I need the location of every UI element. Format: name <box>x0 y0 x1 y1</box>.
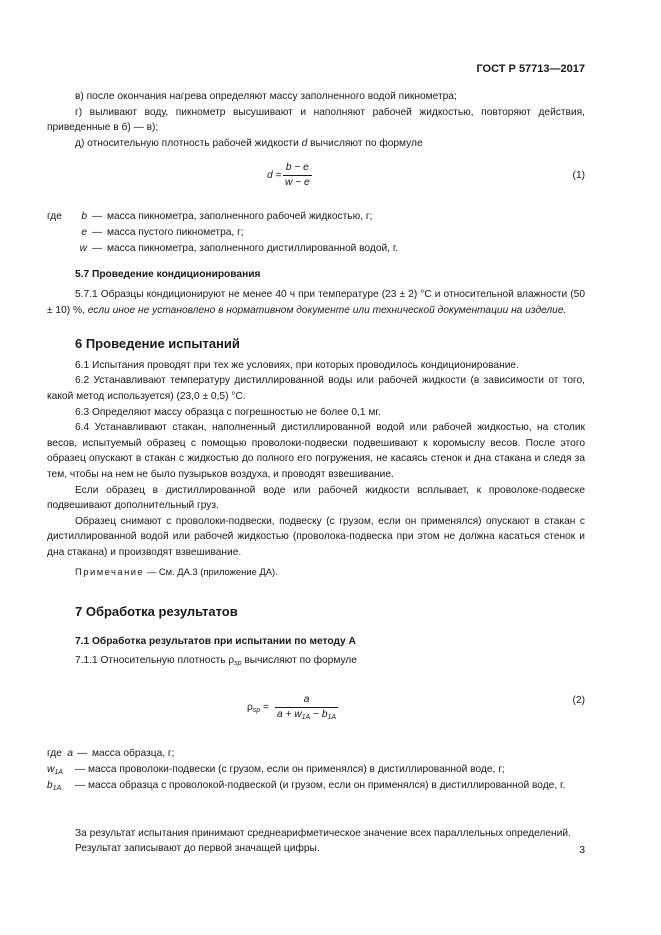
document-page <box>47 0 585 935</box>
legend-dash: — <box>92 243 103 255</box>
symbol-d: d <box>301 137 308 149</box>
formula-2 <box>47 686 585 730</box>
legend-row <box>47 209 585 225</box>
formula-2-den-sub: 1A <box>301 713 311 721</box>
legend-text: масса пикнометра, заполненного дистиллированной водой, г. <box>107 243 399 255</box>
legend-dash: — <box>92 211 103 223</box>
legend-text: — масса образца с проволокой-подвеской (и грузом, если он применялся) в дистиллированной воде, г. <box>75 779 566 791</box>
symbol-rho-subscript: sp <box>234 660 242 668</box>
where-label: где <box>47 211 62 223</box>
section-6-title: 6 Проведение испытаний <box>75 336 240 352</box>
legend-symbol-w: w <box>47 763 55 775</box>
where-label: где <box>47 747 62 759</box>
document-body <box>47 89 585 857</box>
result-paragraph-2: Результат записывают до первой значащей цифры. <box>75 843 320 855</box>
formula-2-legend <box>47 746 585 812</box>
legend-row <box>47 746 585 762</box>
formula-1-denominator: w − e <box>285 177 310 189</box>
legend-row <box>47 762 585 778</box>
legend-symbol: a <box>67 747 73 759</box>
legend-dash: — <box>92 227 103 239</box>
paragraph-6-3: 6.3 Определяют массу образца с погрешностью не более 0,1 мг. <box>75 406 381 418</box>
formula-2-rho-subscript: sp <box>252 706 261 714</box>
note <box>47 564 585 580</box>
list-item-d-text: д) относительную плотность рабочей жидкости <box>75 137 302 149</box>
legend-symbol: w <box>79 243 87 255</box>
section-7-1-title: 7.1 Обработка результатов при испытании по методу А <box>75 635 356 647</box>
legend-symbol-b: b <box>47 779 53 791</box>
legend-symbol-sub: 1A <box>52 784 62 792</box>
paragraph-6-5: Если образец в дистиллированной воде или рабочей жидкости всплывает, к проволоке-подвеске подвешивают дополнительный груз. <box>47 484 585 512</box>
document-code: ГОСТ Р 57713—2017 <box>476 63 585 75</box>
legend-text: масса образца, г; <box>92 747 175 759</box>
paragraph-7-1-1-text-end: вычисляют по формуле <box>241 655 357 667</box>
formula-2-rho: ρ <box>247 701 253 713</box>
formula-1-number: (1) <box>572 170 585 182</box>
result-paragraph: За результат испытания принимают среднеарифметическое значение всех параллельных определений. <box>75 827 571 839</box>
paragraph-7-1-1-text: 7.1.1 Относительную плотность <box>75 655 229 667</box>
paragraph-6-2: 6.2 Устанавливают температуру дистиллированной воды или рабочей жидкости (в зависимости от того, какой метод используется) (23,0 ± 0,5) °C. <box>47 375 585 402</box>
note-label: Примечание <box>75 566 145 578</box>
paragraph-7-1-1 <box>47 653 585 672</box>
formula-2-fraction <box>275 693 338 725</box>
legend-row <box>47 241 585 257</box>
formula-1-legend <box>47 209 585 257</box>
formula-2-den-sub: 1A <box>327 713 337 721</box>
page-number: 3 <box>579 845 585 856</box>
formula-1-lhs: d = <box>267 170 282 182</box>
list-item-d <box>47 136 585 152</box>
formula-2-number: (2) <box>572 694 585 706</box>
legend-dash: — <box>77 747 88 759</box>
formula-2-lhs <box>247 700 269 719</box>
legend-text: масса пустого пикнометра, г; <box>107 227 244 239</box>
legend-symbol <box>47 778 61 797</box>
legend-row <box>47 225 585 241</box>
section-5-7-title: 5.7 Проведение кондиционирования <box>75 269 261 281</box>
formula-1 <box>47 157 585 197</box>
formula-1-numerator: b − e <box>283 161 312 176</box>
paragraph-5-7-1 <box>47 287 585 318</box>
legend-text: масса пикнометра, заполненного рабочей жидкостью, г; <box>107 211 373 223</box>
legend-symbol: e <box>81 227 87 239</box>
formula-2-den-part: a + w <box>277 708 302 720</box>
list-item-d-text-end: вычисляют по формуле <box>307 137 423 149</box>
paragraph-5-7-1-text: 5.7.1 Образцы кондиционируют не менее 40 ч при температуре (23 ± 2) °C и относительной влажности (50 ± 10) %, <box>47 288 585 316</box>
paragraph-6-6: Образец снимают с проволоки-подвески, подвеску (с грузом, если он применялся) опускают в стакан с дистиллированной водой или рабочей жидкостью (проволока-подвеска при этом не должна касаться стенок и дна стакана) и производят взвешивание. <box>47 515 585 558</box>
paragraph-6-1: 6.1 Испытания проводят при тех же условиях, при которых проводилось кондиционирование. <box>75 359 519 371</box>
formula-2-numerator: a <box>275 693 338 708</box>
formula-2-den-part: − b <box>310 708 328 720</box>
paragraph-5-7-1-italic: если иное не установлено в нормативном документе или технической документации на изделие. <box>87 304 567 316</box>
formula-2-equals: = <box>263 701 269 713</box>
legend-text: — масса проволоки-подвески (с грузом, если он применялся) в дистиллированной воде, г; <box>75 763 505 775</box>
list-item-v: в) после окончания нагрева определяют массу заполненного водой пикнометра; <box>75 91 457 102</box>
legend-row <box>47 778 585 812</box>
paragraph-6-4: 6.4 Устанавливают стакан, наполненный дистиллированной водой или рабочей жидкостью, на столик весов, испытуемый образец с помощью проволоки-подвески подвешивают к коромыслу весов. После этого образец опускают в стакан с жидкостью до полного его погружения, не касаясь стенок и дна стакана и следя за тем, чтобы на нем не было пузырьков воздуха, и проводят взвешивание. <box>47 422 585 480</box>
note-text: — См. ДА.3 (приложение ДА). <box>144 566 278 578</box>
formula-2-denominator <box>275 708 338 725</box>
formula-1-fraction <box>283 161 312 190</box>
symbol-rho: ρ <box>228 655 235 667</box>
legend-symbol-sub: 1A <box>54 768 63 776</box>
legend-symbol: b <box>81 211 87 223</box>
list-item-g: г) выливают воду, пикнометр высушивают и наполняют рабочей жидкостью, повторяют действия, приведенные в б) — в); <box>47 106 585 134</box>
section-7-title: 7 Обработка результатов <box>75 604 238 620</box>
